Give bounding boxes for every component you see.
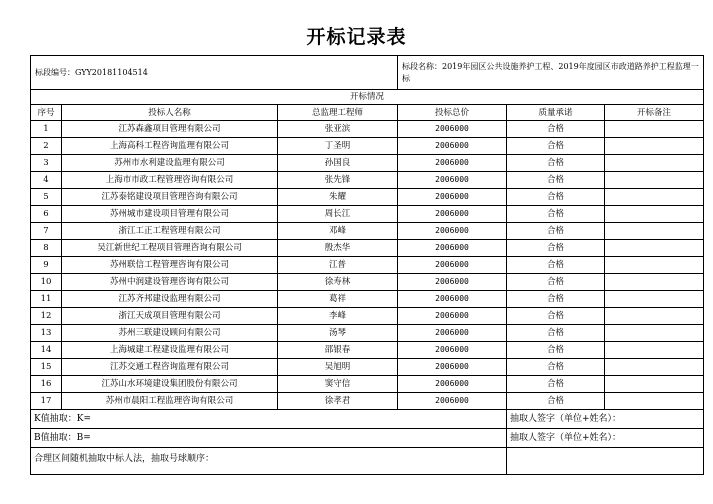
bidder-name: 江苏泰铭建设项目管理咨询有限公司 xyxy=(62,189,278,206)
row-number: 7 xyxy=(31,223,62,240)
chief-engineer: 李峰 xyxy=(278,308,398,325)
chief-engineer: 吴旭明 xyxy=(278,359,398,376)
col-header-bidder: 投标人名称 xyxy=(62,105,278,121)
quality-commitment: 合格 xyxy=(507,155,605,172)
bidder-name: 江苏交通工程咨询监理有限公司 xyxy=(62,359,278,376)
opening-note xyxy=(605,274,704,291)
k-signature-label: 抽取人签字（单位+姓名）： xyxy=(507,410,704,429)
table-row xyxy=(31,155,704,172)
row-number: 6 xyxy=(31,206,62,223)
bid-price: 2006000 xyxy=(398,138,507,155)
bidder-name: 苏州市水利建设监理有限公司 xyxy=(62,155,278,172)
opening-note xyxy=(605,325,704,342)
chief-engineer: 邵银春 xyxy=(278,342,398,359)
table-row xyxy=(31,274,704,291)
chief-engineer: 张亚滨 xyxy=(278,121,398,138)
table-row xyxy=(31,189,704,206)
col-header-note: 开标备注 xyxy=(605,105,704,121)
chief-engineer: 葛祥 xyxy=(278,291,398,308)
row-number: 5 xyxy=(31,189,62,206)
row-number: 10 xyxy=(31,274,62,291)
b-value-row xyxy=(31,429,704,448)
row-number: 17 xyxy=(31,393,62,410)
bid-price: 2006000 xyxy=(398,393,507,410)
row-number: 11 xyxy=(31,291,62,308)
quality-commitment: 合格 xyxy=(507,223,605,240)
bid-price: 2006000 xyxy=(398,189,507,206)
bid-price: 2006000 xyxy=(398,359,507,376)
quality-commitment: 合格 xyxy=(507,257,605,274)
bid-price: 2006000 xyxy=(398,257,507,274)
bid-price: 2006000 xyxy=(398,206,507,223)
k-value-row xyxy=(31,410,704,429)
chief-engineer: 徐寿林 xyxy=(278,274,398,291)
bid-price: 2006000 xyxy=(398,342,507,359)
quality-commitment: 合格 xyxy=(507,206,605,223)
chief-engineer: 邓峰 xyxy=(278,223,398,240)
table-row xyxy=(31,257,704,274)
quality-commitment: 合格 xyxy=(507,393,605,410)
b-value-label: B值抽取：B= xyxy=(31,429,507,448)
opening-note xyxy=(605,359,704,376)
bid-price: 2006000 xyxy=(398,172,507,189)
column-header-row xyxy=(31,105,704,121)
chief-engineer: 周长江 xyxy=(278,206,398,223)
row-number: 8 xyxy=(31,240,62,257)
bid-price: 2006000 xyxy=(398,240,507,257)
row-number: 15 xyxy=(31,359,62,376)
quality-commitment: 合格 xyxy=(507,172,605,189)
quality-commitment: 合格 xyxy=(507,189,605,206)
opening-note xyxy=(605,189,704,206)
quality-commitment: 合格 xyxy=(507,240,605,257)
quality-commitment: 合格 xyxy=(507,376,605,393)
opening-note xyxy=(605,172,704,189)
table-row xyxy=(31,121,704,138)
table-row xyxy=(31,308,704,325)
opening-note xyxy=(605,342,704,359)
chief-engineer: 孙国良 xyxy=(278,155,398,172)
row-number: 16 xyxy=(31,376,62,393)
table-row xyxy=(31,393,704,410)
page-title: 开标记录表 xyxy=(306,26,407,48)
interval-label: 合理区间随机抽取中标人法，抽取号球顺序： xyxy=(31,448,507,475)
bidder-name: 苏州市晨阳工程监理咨询有限公司 xyxy=(62,393,278,410)
opening-note xyxy=(605,308,704,325)
k-value-label: K值抽取：K= xyxy=(31,410,507,429)
table-row xyxy=(31,359,704,376)
bidder-name: 苏州联信工程管理咨询有限公司 xyxy=(62,257,278,274)
table-row xyxy=(31,291,704,308)
col-header-quality: 质量承诺 xyxy=(507,105,605,121)
bidder-name: 江苏森鑫项目管理有限公司 xyxy=(62,121,278,138)
opening-note xyxy=(605,155,704,172)
row-number: 13 xyxy=(31,325,62,342)
row-number: 12 xyxy=(31,308,62,325)
table-row xyxy=(31,223,704,240)
b-signature-label: 抽取人签字（单位+姓名）： xyxy=(507,429,704,448)
bidder-name: 苏州三联建设顾问有限公司 xyxy=(62,325,278,342)
row-number: 3 xyxy=(31,155,62,172)
bidder-name: 苏州中润建设管理咨询有限公司 xyxy=(62,274,278,291)
info-row xyxy=(31,56,704,90)
bid-price: 2006000 xyxy=(398,376,507,393)
quality-commitment: 合格 xyxy=(507,342,605,359)
bid-price: 2006000 xyxy=(398,308,507,325)
row-number: 14 xyxy=(31,342,62,359)
chief-engineer: 江普 xyxy=(278,257,398,274)
quality-commitment: 合格 xyxy=(507,138,605,155)
quality-commitment: 合格 xyxy=(507,121,605,138)
quality-commitment: 合格 xyxy=(507,359,605,376)
opening-note xyxy=(605,121,704,138)
quality-commitment: 合格 xyxy=(507,291,605,308)
bid-opening-table xyxy=(30,55,704,475)
opening-note xyxy=(605,223,704,240)
section-number: 标段编号：GYY20181104514 xyxy=(31,56,398,90)
col-header-engineer: 总监理工程师 xyxy=(278,105,398,121)
table-row xyxy=(31,240,704,257)
section-heading: 开标情况 xyxy=(31,90,704,105)
opening-note xyxy=(605,206,704,223)
chief-engineer: 徐孝君 xyxy=(278,393,398,410)
table-row xyxy=(31,172,704,189)
quality-commitment: 合格 xyxy=(507,325,605,342)
section-heading-row xyxy=(31,90,704,105)
chief-engineer: 汤琴 xyxy=(278,325,398,342)
bid-price: 2006000 xyxy=(398,325,507,342)
bidder-name: 上海市市政工程管理咨询有限公司 xyxy=(62,172,278,189)
bidder-name: 吴江新世纪工程项目管理咨询有限公司 xyxy=(62,240,278,257)
chief-engineer: 张先锋 xyxy=(278,172,398,189)
opening-note xyxy=(605,257,704,274)
bidder-name: 上海高科工程咨询监理有限公司 xyxy=(62,138,278,155)
chief-engineer: 丁圣明 xyxy=(278,138,398,155)
opening-note xyxy=(605,291,704,308)
bid-price: 2006000 xyxy=(398,291,507,308)
bidder-name: 浙江天成项目管理有限公司 xyxy=(62,308,278,325)
chief-engineer: 朱耀 xyxy=(278,189,398,206)
chief-engineer: 殷杰华 xyxy=(278,240,398,257)
opening-note xyxy=(605,138,704,155)
col-header-no: 序号 xyxy=(31,105,62,121)
table-row xyxy=(31,376,704,393)
row-number: 4 xyxy=(31,172,62,189)
quality-commitment: 合格 xyxy=(507,274,605,291)
quality-commitment: 合格 xyxy=(507,308,605,325)
table-row xyxy=(31,138,704,155)
interval-row xyxy=(31,448,704,475)
chief-engineer: 窦守信 xyxy=(278,376,398,393)
section-name: 标段名称：2019年园区公共设施养护工程、2019年度园区市政道路养护工程监理一标 xyxy=(398,56,704,90)
row-number: 1 xyxy=(31,121,62,138)
row-number: 2 xyxy=(31,138,62,155)
bidder-name: 江苏山水环境建设集团股份有限公司 xyxy=(62,376,278,393)
opening-note xyxy=(605,376,704,393)
bidder-name: 江苏齐邦建设监理有限公司 xyxy=(62,291,278,308)
table-row xyxy=(31,325,704,342)
opening-note xyxy=(605,393,704,410)
table-row xyxy=(31,342,704,359)
bid-price: 2006000 xyxy=(398,121,507,138)
interval-signature xyxy=(507,448,704,475)
bid-price: 2006000 xyxy=(398,155,507,172)
table-row xyxy=(31,206,704,223)
bidder-name: 浙江工正工程管理有限公司 xyxy=(62,223,278,240)
bidder-name: 苏州城市建设项目管理有限公司 xyxy=(62,206,278,223)
col-header-price: 投标总价 xyxy=(398,105,507,121)
bid-price: 2006000 xyxy=(398,274,507,291)
row-number: 9 xyxy=(31,257,62,274)
bidder-name: 上海城建工程建设监理有限公司 xyxy=(62,342,278,359)
opening-note xyxy=(605,240,704,257)
bid-price: 2006000 xyxy=(398,223,507,240)
